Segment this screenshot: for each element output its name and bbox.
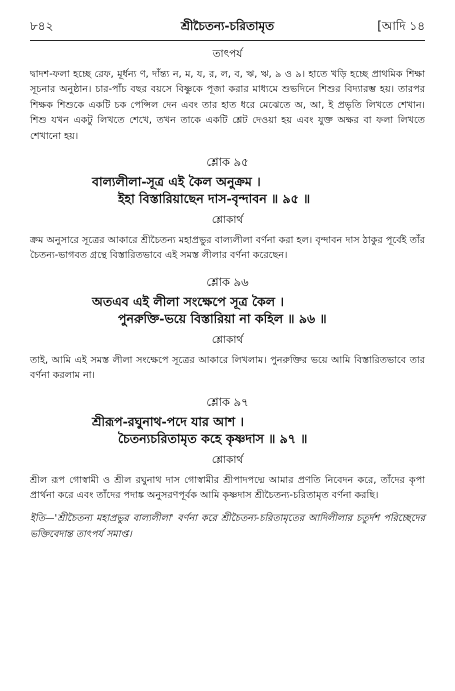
chapter-closing-note: ইতি—'শ্রীচৈতন্য মহাপ্রভুর বাল্যলীলা' বর্ণনা করে শ্রীচৈতন্য-চরিতামৃতের আদিলীলার চতুর্দশ পরিচ্ছেদের ভক্তিবেদান্ত তাৎপর্য সমাপ্ত। bbox=[30, 513, 425, 540]
verse-95-line-1: বাল্যলীলা-সূত্র এই কৈল অনুক্রম । bbox=[92, 174, 261, 190]
purport-text: দ্বাদশ-ফলা হচ্ছে রেফ, মূর্ধন্য ণ, দাঁন্ত্য ন, ম, য, র, ল, ব, ঋ, ঋ, ৯ ও ৯। হাতে খড়ি হচ্ছে প্রাথমিক শিক্ষা সূচনার অনুষ্ঠান। চার-পাঁচ বছর বয়সে বিষ্ণুকে পূজা করার মাধ্যমে শুভদিনে শিশুর বিদ্যারম্ভ হয়। তারপর শিক্ষক শিশুকে একটি চক পেন্সিল দেন এবং তার হাত ধরে মেঝেতে অ, আ, ই প্রভৃতি লিখতে শেখান। শিশু যখন একটু লিখতে শেখে, তখন তাকে একটি শ্লেট দেওয়া হয় এবং যুক্ত অক্ষর বা ফলা লিখতে শেখানো হয়। bbox=[30, 69, 425, 142]
verse-95-line-2: ইহা বিস্তারিয়াছেন দাস-বৃন্দাবন ॥ ৯৫ ॥ bbox=[118, 191, 311, 207]
section-marker: [আদি ১৪ bbox=[377, 19, 425, 33]
page-number: ৮৪২ bbox=[30, 19, 54, 33]
verse-95-heading: শ্লোক ৯৫ bbox=[206, 155, 249, 170]
header-rule bbox=[30, 40, 425, 41]
verse-96-line-1: অতএব এই লীলা সংক্ষেপে সূত্র কৈল । bbox=[92, 293, 284, 309]
verse-95-translation: ক্রম অনুসারে সূত্রের আকারে শ্রীচৈতন্য মহাপ্রভুর বাল্যলীলা বর্ণনা করা হল। বৃন্দাবন দাস ঠাকুর পূর্বেই তাঁর চৈতন্য-ভাগবত গ্রন্থে বিস্তারিতভাবে এই সমস্ত লীলার বর্ণনা করেছেন। bbox=[30, 235, 425, 262]
verse-97-line-1: শ্রীরূপ-রঘুনাথ-পদে যার আশ । bbox=[92, 413, 245, 429]
page-header bbox=[30, 18, 425, 36]
verse-96-translation: তাই, আমি এই সমস্ত লীলা সংক্ষেপে সূত্রের আকারে লিখলাম। পুনরুক্তির ভয়ে আমি বিস্তারিতভাবে তার বর্ণনা করলাম না। bbox=[30, 354, 425, 382]
verse-96-line-2: পুনরুক্তি-ভয়ে বিস্তারিয়া না কহিল ॥ ৯৬ ॥ bbox=[118, 310, 327, 326]
running-title: শ্রীচৈতন্য-চরিতামৃত bbox=[180, 19, 275, 33]
verse-96-heading: শ্লোক ৯৬ bbox=[206, 274, 249, 289]
purport-label: তাৎপর্য bbox=[212, 48, 243, 60]
verse-96-translation-label: শ্লোকার্থ bbox=[211, 333, 244, 346]
verse-97-line-2: চৈতন্যচরিতামৃত কহে কৃষ্ণদাস ॥ ৯৭ ॥ bbox=[118, 430, 308, 446]
verse-95-translation-label: শ্লোকার্থ bbox=[211, 214, 244, 227]
verse-97-translation: শ্রীল রূপ গোস্বামী ও শ্রীল রঘুনাথ দাস গোস্বামীর শ্রীপাদপদ্মে আমার প্রণতি নিবেদন করে, তাঁদের কৃপা প্রার্থনা করে এবং তাঁদের পদাঙ্ক অনুসরণপূর্বক আমি কৃষ্ণদাস শ্রীচৈতন্য-চরিতামৃত বর্ণনা করছি। bbox=[30, 474, 425, 502]
verse-97-heading: শ্লোক ৯৭ bbox=[206, 394, 249, 409]
verse-97-translation-label: শ্লোকার্থ bbox=[211, 453, 244, 466]
